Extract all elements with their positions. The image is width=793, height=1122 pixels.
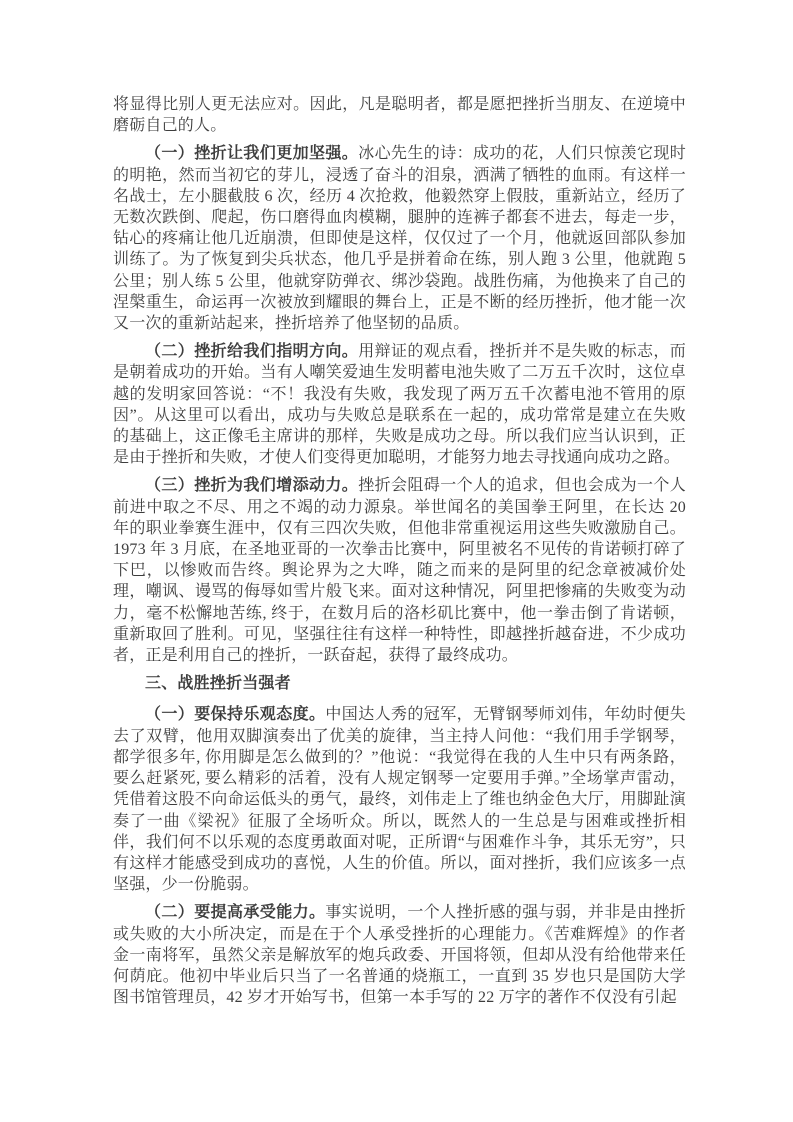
paragraph-direction [113, 341, 686, 468]
paragraph-optimism [113, 704, 686, 895]
paragraph-text: 用辩证的观点看，挫折并不是失败的标志，而是朝着成功的开始。当有人嘲笑爱迪生发明蓄电池失败了二万五千次时，这位卓越的发明家回答说：“不！我没有失败，我发现了两万五千次蓄电池不管用的原因”。从这里可以看出，成功与失败总是联系在一起的，成功常常是建立在失败的基础上，这正像毛主席讲的那样，失败是成功之母。所以我们应当认识到，正是由于挫折和失败，才使人们变得更加聪明，才能努力地去寻找通向成功之路。 [113, 343, 686, 467]
paragraph-lead: （一）要保持乐观态度。 [145, 706, 326, 724]
paragraph-text: 中国达人秀的冠军，无臂钢琴师刘伟，年幼时便失去了双臂，他用双脚演奏出了优美的旋律，当主持人问他：“我们用手学钢琴，都学很多年, 你用脚是怎么做到的？”他说：“我觉得在我的人生中只有两条路，要么赶紧死, 要么精彩的活着，没有人规定钢琴一定要用手弹。”全场掌声雷动，凭借着这股不向命运低头的勇气，最终，刘伟走上了维也纳金色大厅，用脚趾演奏了一曲《梁祝》征服了全场听众。所以，既然人的一生总是与困难或挫折相伴，我们何不以乐观的态度勇敢面对呢，正所谓“与困难作斗争，其乐无穷”，只有这样才能感受到成功的喜悦，人生的价值。所以，面对挫折，我们应该多一点坚强，少一份脆弱。 [113, 706, 687, 894]
paragraph-courage [113, 143, 686, 334]
paragraph-text: 事实说明，一个人挫折感的强与弱，并非是由挫折或失败的大小所决定，而是在于个人承受挫折的心理能力。《苦难辉煌》的作者金一南将军，虽然父亲是解放军的炮兵政委、开国将领，但却从没有给他带来任何荫庇。他初中毕业后只当了一名普通的烧瓶工，一直到 35 岁也只是国防大学图书馆管理员，42 岁才开始写书，但第一本手写的 22 万字的著作不仅没有引起 [113, 904, 687, 1007]
section-heading [113, 673, 686, 694]
paragraph-lead: （一）挫折让我们更加坚强。 [145, 145, 359, 163]
paragraph-text: 冰心先生的诗：成功的花，人们只惊羡它现时的明艳，然而当初它的芽儿，浸透了奋斗的泪泉，洒满了牺牲的血雨。有这样一名战士，左小腿截肢 6 次，经历 4 次抢救，他毅然穿上假肢，重新站立，经历了无数次跌倒、爬起，伤口磨得血肉模糊，腿肿的连裤子都套不进去，每走一步，钻心的疼痛让他几近崩溃，但即使是这样，仅仅过了一个月，他就返回部队参加训练了。为了恢复到尖兵状态，他几乎是拼着命在练，别人跑 3 公里，他就跑 5 公里；别人练 5 公里，他就穿防弹衣、绑沙袋跑。战胜伤痛，为他换来了自己的涅槃重生，命运再一次被放到耀眼的舞台上，正是不断的经历挫折，他才能一次又一次的重新站起来，挫折培养了他坚韧的品质。 [113, 145, 686, 333]
paragraph-text: 挫折会阻碍一个人的追求，但也会成为一个人前进中取之不尽、用之不竭的动力源泉。举世闻名的美国拳王阿里，在长达 20 年的职业拳赛生涯中，仅有三四次失败，但他非常重视运用这些失败激励自己。1973 年 3 月底，在圣地亚哥的一次拳击比赛中，阿里被名不见传的肯诺顿打碎了下巴，以惨败而告终。舆论界为之大哗，随之而来的是阿里的纪念章被减价处理，嘲讽、谩骂的侮辱如雪片般飞来。面对这种情况，阿里把惨痛的失败变为动力，毫不松懈地苦练, 终于，在数月后的洛杉矶比赛中，他一拳击倒了肯诺顿，重新取回了胜利。可见，坚强往往有这样一种特性，即越挫折越奋进，不少成功者，正是利用自己的挫折，一跃奋起，获得了最终成功。 [113, 477, 686, 665]
paragraph-continuation [113, 94, 686, 136]
paragraph-text: 将显得比别人更无法应对。因此，凡是聪明者，都是愿把挫折当朋友、在逆境中磨砺自己的人。 [113, 96, 686, 135]
paragraph-motivation [113, 475, 686, 666]
paragraph-lead: （二）要提高承受能力。 [145, 904, 326, 922]
paragraph-lead: （二）挫折给我们指明方向。 [145, 343, 359, 361]
paragraph-endurance [113, 902, 686, 1008]
section-heading-text: 三、战胜挫折当强者 [145, 675, 291, 693]
paragraph-lead: （三）挫折为我们增添动力。 [145, 477, 359, 495]
